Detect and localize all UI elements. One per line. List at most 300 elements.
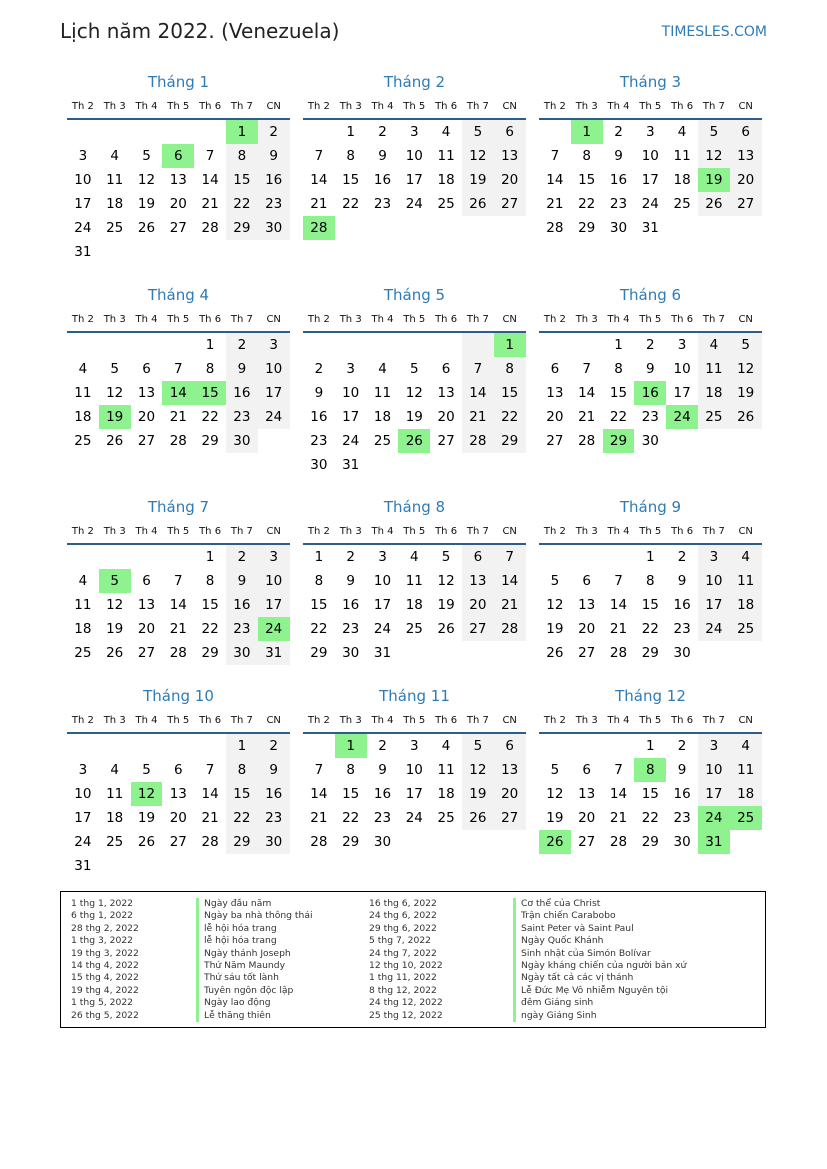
- day-cell: 25: [74, 645, 92, 661]
- holiday-date: 14 thg 4, 2022: [71, 959, 139, 971]
- day-cell: 5: [462, 120, 494, 144]
- weekday-header: [539, 309, 762, 333]
- day-cell: 22: [342, 810, 360, 826]
- weekday-label: Th 6: [671, 715, 694, 726]
- day-cell: 22: [310, 621, 328, 637]
- holiday-date: 26 thg 5, 2022: [71, 1009, 139, 1021]
- day-cell: 14: [609, 597, 628, 613]
- day-cell: 9: [226, 569, 258, 593]
- day-cell: 1: [205, 549, 215, 565]
- holiday-day-cell: 1: [226, 120, 258, 144]
- day-cell: 21: [201, 810, 219, 826]
- day-cell: 22: [226, 806, 258, 830]
- day-cell: 25: [74, 433, 92, 449]
- weekday-header: [539, 710, 762, 734]
- day-cell: 23: [226, 617, 258, 641]
- day-cell: 4: [441, 124, 451, 140]
- empty-cell: [571, 734, 603, 758]
- empty-cell: [603, 734, 635, 758]
- day-cell: 10: [641, 148, 659, 164]
- day-cell: 23: [258, 192, 290, 216]
- day-grid: [67, 545, 290, 665]
- day-cell: 23: [310, 433, 328, 449]
- day-cell: 31: [373, 645, 392, 661]
- weekday-label: Th 2: [307, 101, 330, 112]
- day-cell: 29: [342, 834, 360, 850]
- day-cell: 15: [641, 597, 659, 613]
- day-cell: 19: [137, 196, 156, 212]
- holiday-name: Ngày lao động: [196, 997, 313, 1009]
- month-title: Tháng 8: [383, 498, 446, 516]
- month-block: [303, 285, 526, 490]
- weekday-label: Th 3: [575, 101, 598, 112]
- weekday-header: [67, 521, 290, 545]
- day-cell: 12: [106, 597, 124, 613]
- empty-cell: [99, 120, 131, 144]
- day-cell: 8: [614, 361, 623, 377]
- day-cell: 23: [641, 409, 659, 425]
- empty-cell: [162, 120, 194, 144]
- holiday-day-cell: 31: [698, 830, 730, 854]
- day-cell: 28: [462, 429, 494, 453]
- holiday-name: đêm Giáng sinh: [513, 997, 686, 1009]
- day-cell: 20: [169, 810, 187, 826]
- day-cell: 7: [614, 573, 623, 589]
- day-cell: 21: [609, 810, 628, 826]
- holiday-name: Saint Peter và Saint Paul: [513, 923, 686, 935]
- holiday-day-cell: 15: [194, 381, 226, 405]
- weekday-label: Th 3: [575, 526, 598, 537]
- holiday-name: lễ hội hóa trang: [196, 935, 313, 947]
- day-cell: 5: [730, 333, 762, 357]
- day-cell: 10: [373, 573, 392, 589]
- holiday-name: Ngày tất cả các vị thánh: [513, 972, 686, 984]
- day-cell: 3: [409, 124, 419, 140]
- weekday-label: Th 6: [435, 314, 458, 325]
- day-cell: 19: [546, 810, 564, 826]
- day-cell: 14: [609, 786, 628, 802]
- day-cell: 24: [342, 433, 360, 449]
- day-cell: 5: [550, 762, 560, 778]
- day-cell: 29: [226, 216, 258, 240]
- day-cell: 21: [494, 593, 526, 617]
- holiday-name: ngày Giáng Sinh: [513, 1010, 686, 1022]
- day-cell: 18: [74, 621, 92, 637]
- day-cell: 28: [578, 433, 596, 449]
- holiday-day-cell: 6: [162, 144, 194, 168]
- day-cell: 14: [494, 569, 526, 593]
- empty-cell: [131, 333, 163, 357]
- weekday-label: Th 5: [639, 314, 662, 325]
- day-cell: 17: [258, 381, 290, 405]
- day-cell: 2: [378, 124, 387, 140]
- day-cell: 12: [546, 786, 564, 802]
- holiday-date: 25 thg 12, 2022: [369, 1009, 443, 1021]
- day-cell: 21: [169, 621, 187, 637]
- empty-cell: [194, 734, 226, 758]
- weekday-label: Th 7: [230, 314, 253, 325]
- weekday-label: Th 7: [466, 715, 489, 726]
- empty-cell: [603, 545, 635, 569]
- day-cell: 15: [578, 172, 596, 188]
- weekday-label: CN: [266, 526, 281, 537]
- day-cell: 4: [378, 361, 387, 377]
- day-cell: 26: [106, 645, 124, 661]
- day-cell: 9: [645, 361, 655, 377]
- weekday-header: [67, 309, 290, 333]
- empty-cell: [131, 120, 163, 144]
- holiday-name: lễ hội hóa trang: [196, 923, 313, 935]
- day-cell: 13: [494, 758, 526, 782]
- empty-cell: [99, 545, 131, 569]
- day-cell: 26: [698, 192, 730, 216]
- day-cell: 28: [609, 834, 628, 850]
- empty-cell: [162, 734, 194, 758]
- weekday-label: Th 7: [466, 101, 489, 112]
- weekday-label: Th 2: [71, 526, 94, 537]
- day-cell: 21: [462, 405, 494, 429]
- day-cell: 16: [258, 168, 290, 192]
- weekday-label: Th 5: [403, 715, 426, 726]
- day-cell: 27: [578, 834, 596, 850]
- holiday-date: 15 thg 4, 2022: [71, 972, 139, 984]
- day-cell: 31: [342, 457, 360, 473]
- weekday-label: Th 2: [543, 314, 566, 325]
- day-cell: 20: [578, 810, 596, 826]
- day-cell: 4: [110, 762, 119, 778]
- day-cell: 1: [314, 549, 324, 565]
- holiday-date-column: [71, 898, 139, 1022]
- empty-cell: [303, 120, 335, 144]
- weekday-header: [539, 521, 762, 545]
- weekday-label: Th 2: [71, 314, 94, 325]
- day-cell: 17: [673, 385, 691, 401]
- day-cell: 21: [310, 196, 328, 212]
- site-link[interactable]: TIMESLES.COM: [661, 24, 767, 40]
- day-cell: 18: [405, 597, 423, 613]
- day-cell: 20: [578, 621, 596, 637]
- weekday-header: [303, 521, 526, 545]
- weekday-label: Th 5: [403, 314, 426, 325]
- empty-cell: [398, 333, 430, 357]
- day-cell: 18: [373, 409, 392, 425]
- day-cell: 15: [310, 597, 328, 613]
- day-cell: 28: [169, 433, 187, 449]
- day-cell: 19: [546, 621, 564, 637]
- empty-cell: [67, 734, 99, 758]
- day-cell: 7: [614, 762, 623, 778]
- day-cell: 25: [405, 621, 423, 637]
- weekday-label: Th 5: [403, 526, 426, 537]
- day-cell: 10: [258, 357, 290, 381]
- holiday-name: Ngày ba nhà thông thái: [196, 910, 313, 922]
- day-cell: 29: [641, 645, 659, 661]
- day-cell: 27: [494, 192, 526, 216]
- holiday-name: Sinh nhật của Simón Bolívar: [513, 948, 686, 960]
- empty-cell: [131, 734, 163, 758]
- weekday-label: CN: [502, 715, 517, 726]
- weekday-label: Th 6: [435, 715, 458, 726]
- day-cell: 17: [405, 786, 423, 802]
- day-cell: 27: [462, 617, 494, 641]
- day-cell: 3: [378, 549, 387, 565]
- day-cell: 29: [201, 433, 219, 449]
- weekday-label: CN: [738, 526, 753, 537]
- day-cell: 25: [698, 405, 730, 429]
- day-cell: 10: [74, 172, 92, 188]
- day-cell: 30: [641, 433, 659, 449]
- day-cell: 2: [258, 120, 290, 144]
- holiday-name: Ngày thánh Joseph: [196, 948, 313, 960]
- day-cell: 30: [258, 216, 290, 240]
- day-cell: 27: [730, 192, 762, 216]
- day-cell: 15: [201, 597, 219, 613]
- day-cell: 6: [173, 762, 183, 778]
- day-cell: 25: [373, 433, 392, 449]
- day-cell: 15: [342, 172, 360, 188]
- holiday-day-cell: 28: [303, 216, 335, 240]
- day-cell: 7: [314, 762, 324, 778]
- day-cell: 8: [205, 361, 215, 377]
- weekday-label: Th 4: [607, 715, 630, 726]
- day-grid: [539, 734, 762, 854]
- holiday-day-cell: 24: [666, 405, 698, 429]
- day-cell: 6: [550, 361, 560, 377]
- empty-cell: [162, 545, 194, 569]
- day-cell: 18: [437, 786, 455, 802]
- empty-cell: [131, 545, 163, 569]
- day-cell: 4: [78, 573, 88, 589]
- holiday-date: 1 thg 5, 2022: [71, 997, 134, 1009]
- day-cell: 1: [226, 734, 258, 758]
- day-cell: 31: [258, 641, 290, 665]
- day-cell: 13: [169, 172, 187, 188]
- day-cell: 12: [462, 758, 494, 782]
- weekday-label: CN: [502, 314, 517, 325]
- day-cell: 1: [205, 337, 215, 353]
- day-cell: 25: [730, 617, 762, 641]
- day-cell: 7: [205, 148, 215, 164]
- day-cell: 1: [614, 337, 623, 353]
- day-cell: 17: [74, 196, 92, 212]
- day-cell: 4: [441, 738, 451, 754]
- day-cell: 6: [462, 545, 494, 569]
- day-cell: 7: [173, 361, 183, 377]
- day-cell: 15: [342, 786, 360, 802]
- day-cell: 8: [226, 758, 258, 782]
- day-cell: 20: [730, 168, 762, 192]
- day-cell: 13: [169, 786, 187, 802]
- day-cell: 20: [437, 409, 455, 425]
- day-cell: 14: [310, 786, 328, 802]
- day-cell: 7: [173, 573, 183, 589]
- day-cell: 11: [437, 762, 455, 778]
- day-cell: 19: [405, 409, 423, 425]
- day-cell: 9: [314, 385, 324, 401]
- holiday-date: 1 thg 3, 2022: [71, 935, 134, 947]
- holiday-day-cell: 26: [539, 830, 571, 854]
- empty-cell: [67, 333, 99, 357]
- weekday-label: Th 3: [339, 715, 362, 726]
- weekday-header: [303, 710, 526, 734]
- page-title: Lịch năm 2022. (Venezuela): [60, 19, 340, 43]
- day-cell: 20: [494, 168, 526, 192]
- day-cell: 5: [409, 361, 419, 377]
- day-cell: 21: [609, 621, 628, 637]
- holiday-name: Trận chiến Carabobo: [513, 910, 686, 922]
- month-title: Tháng 4: [147, 286, 210, 304]
- day-cell: 9: [677, 573, 687, 589]
- day-cell: 10: [698, 569, 730, 593]
- holiday-date: 24 thg 6, 2022: [369, 910, 437, 922]
- weekday-label: Th 2: [543, 526, 566, 537]
- day-cell: 30: [673, 645, 691, 661]
- day-cell: 13: [462, 569, 494, 593]
- day-cell: 30: [609, 220, 628, 236]
- day-cell: 11: [106, 786, 124, 802]
- day-cell: 2: [226, 333, 258, 357]
- day-cell: 31: [74, 244, 92, 260]
- day-cell: 6: [142, 573, 151, 589]
- day-cell: 9: [614, 148, 623, 164]
- weekday-label: Th 3: [103, 101, 126, 112]
- weekday-label: Th 2: [543, 101, 566, 112]
- day-cell: 9: [378, 148, 387, 164]
- day-cell: 2: [314, 361, 324, 377]
- empty-cell: [539, 545, 571, 569]
- weekday-label: Th 4: [135, 101, 158, 112]
- day-cell: 10: [405, 762, 423, 778]
- weekday-label: Th 7: [702, 526, 725, 537]
- day-cell: 22: [609, 409, 628, 425]
- holiday-day-cell: 8: [634, 758, 666, 782]
- day-cell: 22: [201, 621, 219, 637]
- day-cell: 2: [378, 738, 387, 754]
- day-cell: 4: [409, 549, 419, 565]
- weekday-label: CN: [266, 314, 281, 325]
- weekday-label: Th 5: [639, 715, 662, 726]
- weekday-label: Th 4: [371, 101, 394, 112]
- day-cell: 16: [310, 409, 328, 425]
- day-cell: 20: [546, 409, 564, 425]
- day-cell: 22: [494, 405, 526, 429]
- day-cell: 15: [609, 385, 628, 401]
- day-cell: 5: [462, 734, 494, 758]
- day-cell: 8: [346, 148, 355, 164]
- day-cell: 31: [74, 858, 92, 874]
- day-cell: 22: [342, 196, 360, 212]
- day-cell: 2: [677, 738, 687, 754]
- day-cell: 9: [226, 357, 258, 381]
- day-cell: 9: [677, 762, 687, 778]
- weekday-label: Th 7: [466, 526, 489, 537]
- day-cell: 9: [346, 573, 355, 589]
- empty-cell: [67, 545, 99, 569]
- day-grid: [539, 120, 762, 240]
- weekday-label: Th 4: [607, 526, 630, 537]
- weekday-label: Th 3: [339, 526, 362, 537]
- month-block: [539, 686, 762, 891]
- day-cell: 5: [110, 361, 119, 377]
- holiday-name: Lễ thăng thiên: [196, 1010, 313, 1022]
- day-cell: 14: [578, 385, 596, 401]
- weekday-label: Th 4: [135, 314, 158, 325]
- day-cell: 14: [462, 381, 494, 405]
- day-cell: 4: [677, 124, 687, 140]
- month-title: Tháng 2: [383, 73, 446, 91]
- weekday-label: Th 5: [639, 101, 662, 112]
- holiday-date: 28 thg 2, 2022: [71, 922, 139, 934]
- weekday-label: Th 3: [103, 715, 126, 726]
- holiday-day-cell: 24: [698, 806, 730, 830]
- holiday-date: 19 thg 3, 2022: [71, 947, 139, 959]
- day-cell: 19: [137, 810, 156, 826]
- weekday-label: Th 4: [135, 715, 158, 726]
- month-block: [539, 497, 762, 702]
- weekday-label: CN: [738, 314, 753, 325]
- day-cell: 27: [137, 433, 156, 449]
- day-cell: 27: [546, 433, 564, 449]
- day-cell: 11: [106, 172, 124, 188]
- day-cell: 8: [226, 144, 258, 168]
- day-cell: 26: [137, 220, 156, 236]
- day-cell: 16: [258, 782, 290, 806]
- holiday-date-column: [369, 898, 443, 1022]
- day-cell: 27: [137, 645, 156, 661]
- day-cell: 16: [342, 597, 360, 613]
- day-cell: 14: [201, 172, 219, 188]
- day-cell: 14: [310, 172, 328, 188]
- month-title: Tháng 7: [147, 498, 210, 516]
- weekday-label: Th 4: [371, 715, 394, 726]
- day-grid: [67, 333, 290, 453]
- weekday-label: Th 4: [371, 526, 394, 537]
- weekday-label: Th 3: [103, 314, 126, 325]
- empty-cell: [539, 333, 571, 357]
- month-title: Tháng 12: [615, 687, 686, 705]
- day-cell: 16: [373, 172, 392, 188]
- weekday-label: Th 2: [71, 715, 94, 726]
- empty-cell: [162, 333, 194, 357]
- day-grid: [539, 545, 762, 665]
- holiday-name: Lễ Đức Mẹ Vô nhiễm Nguyên tội: [513, 985, 686, 997]
- month-title: Tháng 5: [383, 286, 446, 304]
- day-cell: 11: [673, 148, 691, 164]
- holiday-date: 12 thg 10, 2022: [369, 959, 443, 971]
- day-cell: 7: [494, 545, 526, 569]
- day-cell: 6: [582, 573, 591, 589]
- month-title: Tháng 1: [147, 73, 210, 91]
- day-cell: 1: [645, 549, 655, 565]
- day-cell: 5: [142, 148, 151, 164]
- day-cell: 23: [673, 810, 691, 826]
- day-cell: 9: [258, 144, 290, 168]
- weekday-header: [539, 96, 762, 120]
- day-cell: 26: [546, 645, 564, 661]
- holiday-day-cell: 1: [494, 333, 526, 357]
- day-cell: 28: [546, 220, 564, 236]
- holiday-name: Cơ thể của Christ: [513, 898, 686, 910]
- day-cell: 2: [226, 545, 258, 569]
- day-cell: 22: [578, 196, 596, 212]
- day-cell: 11: [437, 148, 455, 164]
- day-cell: 18: [106, 196, 124, 212]
- day-grid: [67, 120, 290, 264]
- weekday-label: Th 6: [435, 526, 458, 537]
- month-block: [539, 72, 762, 277]
- holiday-name: Ngày đầu năm: [196, 898, 313, 910]
- weekday-label: Th 7: [230, 101, 253, 112]
